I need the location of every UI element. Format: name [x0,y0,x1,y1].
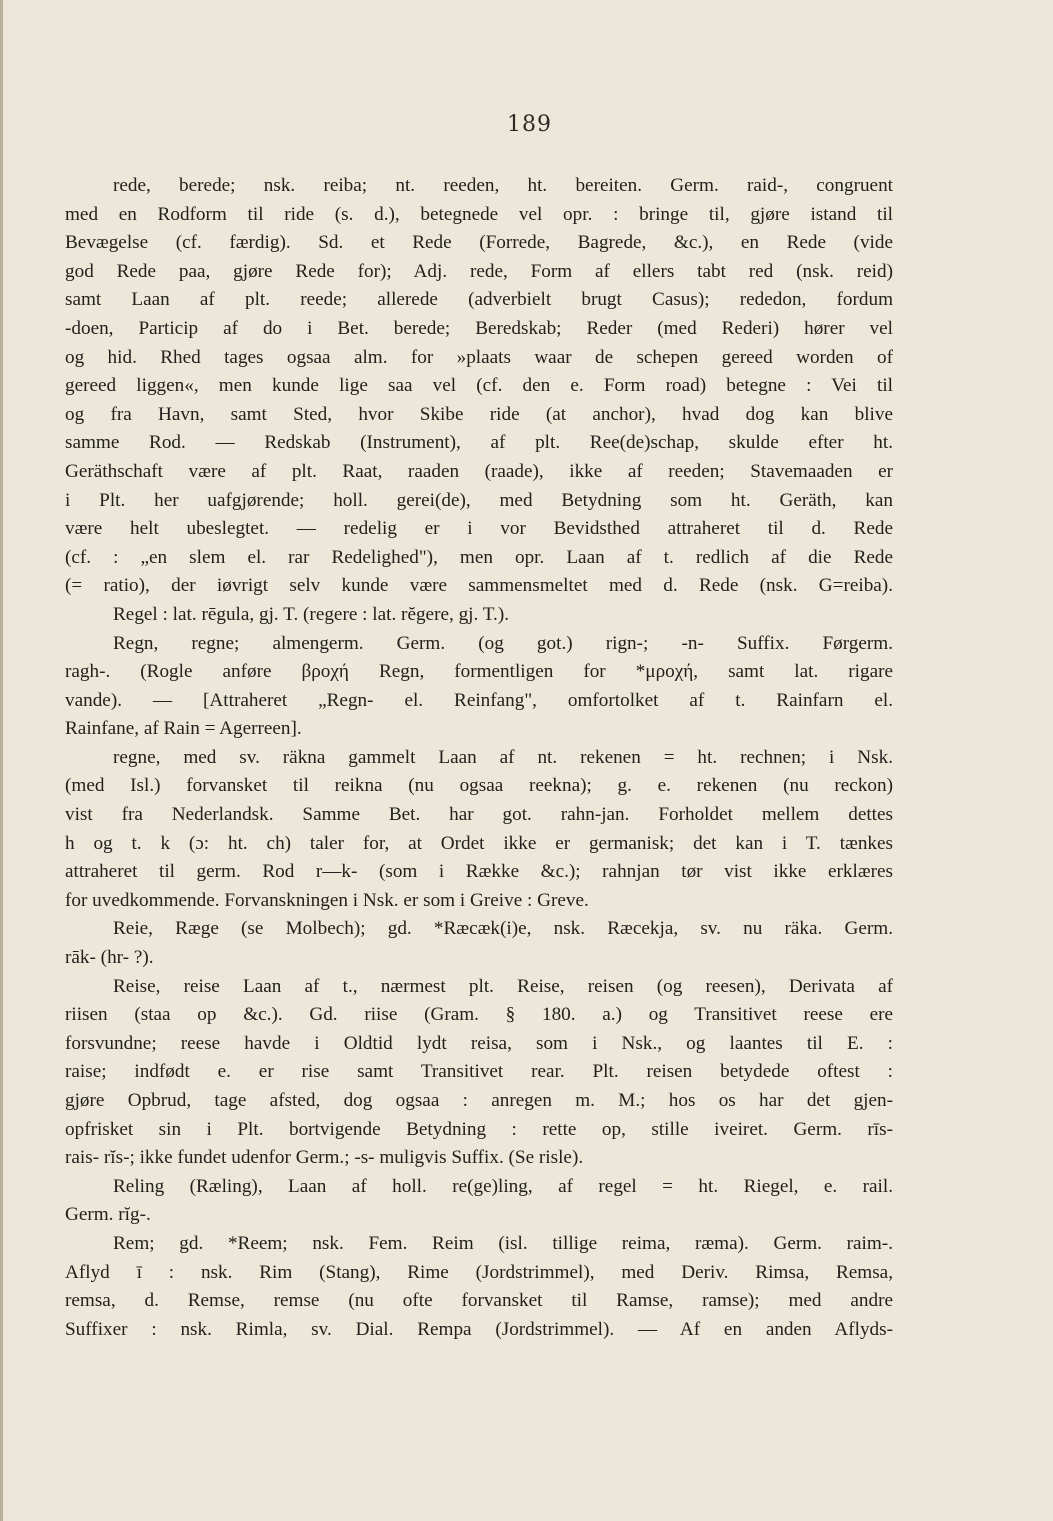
text-line: Rem; gd. *Reem; nsk. Fem. Reim (isl. tillige reima, ræma). Germ. raim-. [113,1232,893,1254]
text-line: (= ratio), der iøvrigt selv kunde være sammensmeltet med d. Rede (nsk. G=reiba). [65,575,893,597]
text-line: gjøre Opbrud, tage afsted, dog ogsaa : anregen m. M.; hos os har det gjen- [65,1090,893,1111]
text-line: (med Isl.) forvansket til reikna (nu ogsaa reekna); g. e. rekenen (nu reckon) [65,775,893,797]
text-line: Regel : lat. rēgula, gj. T. (regere : lat. rĕgere, gj. T.). [113,603,510,625]
text-line: regne, med sv. räkna gammelt Laan af nt. rekenen = ht. rechnen; i Nsk. [113,746,893,768]
text-line: samt Laan af plt. reede; allerede (adverbielt brugt Casus); rededon, fordum [65,289,893,311]
text-line: med en Rodform til ride (s. d.), betegnede vel opr. : bringe til, gjøre istand til [65,203,893,225]
text-line: ragh-. (Rogle anføre βροχή Regn, formentligen for *μροχή, samt lat. rigare [65,661,893,683]
text-line: rede, berede; nsk. reiba; nt. reeden, ht. bereiten. Germ. raid-, congruent [113,175,893,196]
text-line: Bevægelse (cf. færdig). Sd. et Rede (Forrede, Bagrede, &c.), en Rede (vide [65,232,893,254]
text-line: Reling (Ræling), Laan af holl. re(ge)ling, af regel = ht. Riegel, e. rail. [113,1175,893,1197]
text-line: gereed liggen«, men kunde lige saa vel (cf. den e. Form road) betegne : Vei til [65,375,893,397]
text-line: Aflyd ī : nsk. Rim (Stang), Rime (Jordstrimmel), med Deriv. Rimsa, Remsa, [65,1261,893,1283]
text-line: Rainfane, af Rain = Agerreen]. [65,718,302,740]
text-line: remsa, d. Remse, remse (nu ofte forvansket til Ramse, ramse); med andre [65,1290,893,1312]
text-line: h og t. k (ɔ: ht. ch) taler for, at Ordet ikke er germanisk; det kan i T. tænkes [65,832,893,854]
text-line: vist fra Nederlandsk. Samme Bet. har got. rahn-jan. Forholdet mellem dettes [65,804,893,826]
text-line: Reise, reise Laan af t., nærmest plt. Reise, reisen (og reesen), Derivata af [113,975,893,997]
text-line: rais- rĭs-; ikke fundet udenfor Germ.; -s- muligvis Suffix. (Se risle). [65,1147,584,1169]
page-number: 189 [507,112,552,137]
text-line: forsvundne; reese havde i Oldtid lydt reisa, som i Nsk., og laantes til E. : [65,1032,893,1054]
text-line: vande). — [Attraheret „Regn- el. Reinfang", omfortolket af t. Rainfarn el. [65,689,893,711]
text-line: i Plt. her uafgjørende; holl. gerei(de), med Betydning som ht. Geräth, kan [65,489,893,511]
dictionary-text [65,172,893,1344]
text-line: opfrisket sin i Plt. bortvigende Betydning : rette op, stille iveiret. Germ. rīs- [65,1118,893,1140]
text-line: rāk- (hr- ?). [65,947,154,969]
text-line: Suffixer : nsk. Rimla, sv. Dial. Rempa (Jordstrimmel). — Af en anden Aflyds- [65,1318,893,1340]
text-line: god Rede paa, gjøre Rede for); Adj. rede, Form af ellers tabt red (nsk. reid) [65,260,893,282]
text-line: og hid. Rhed tages ogsaa alm. for »plaats waar de schepen gereed worden of [65,346,893,368]
text-line: riisen (staa op &c.). Gd. riise (Gram. § 180. a.) og Transitivet reese ere [65,1004,893,1026]
text-line: Regn, regne; almengerm. Germ. (og got.) rign-; -n- Suffix. Førgerm. [113,632,893,654]
text-line: for uvedkommende. Forvanskningen i Nsk. er som i Greive : Greve. [65,889,589,911]
text-line: samme Rod. — Redskab (Instrument), af plt. Ree(de)schap, skulde efter ht. [65,432,893,454]
text-line: -doen, Particip af do i Bet. berede; Beredskab; Reder (med Rederi) hører vel [65,317,893,339]
text-line: Reie, Ræge (se Molbech); gd. *Ræcæk(i)e, nsk. Ræcekja, sv. nu räka. Germ. [113,918,893,940]
text-line: Germ. rĭg-. [65,1204,151,1226]
text-line: raise; indfødt e. er rise samt Transitivet rear. Plt. reisen betydede oftest : [65,1061,893,1083]
text-line: og fra Havn, samt Sted, hvor Skibe ride (at anchor), hvad dog kan blive [65,403,893,425]
text-line: Geräthschaft være af plt. Raat, raaden (raade), ikke af reeden; Stavemaaden er [65,460,893,482]
text-line: attraheret til germ. Rod r—k- (som i Række &c.); rahnjan tør vist ikke erklæres [65,861,893,883]
text-line: (cf. : „en slem el. rar Redelighed"), men opr. Laan af t. redlich af die Rede [65,546,893,568]
text-line: være helt ubeslegtet. — redelig er i vor Bevidsthed attraheret til d. Rede [65,518,893,540]
